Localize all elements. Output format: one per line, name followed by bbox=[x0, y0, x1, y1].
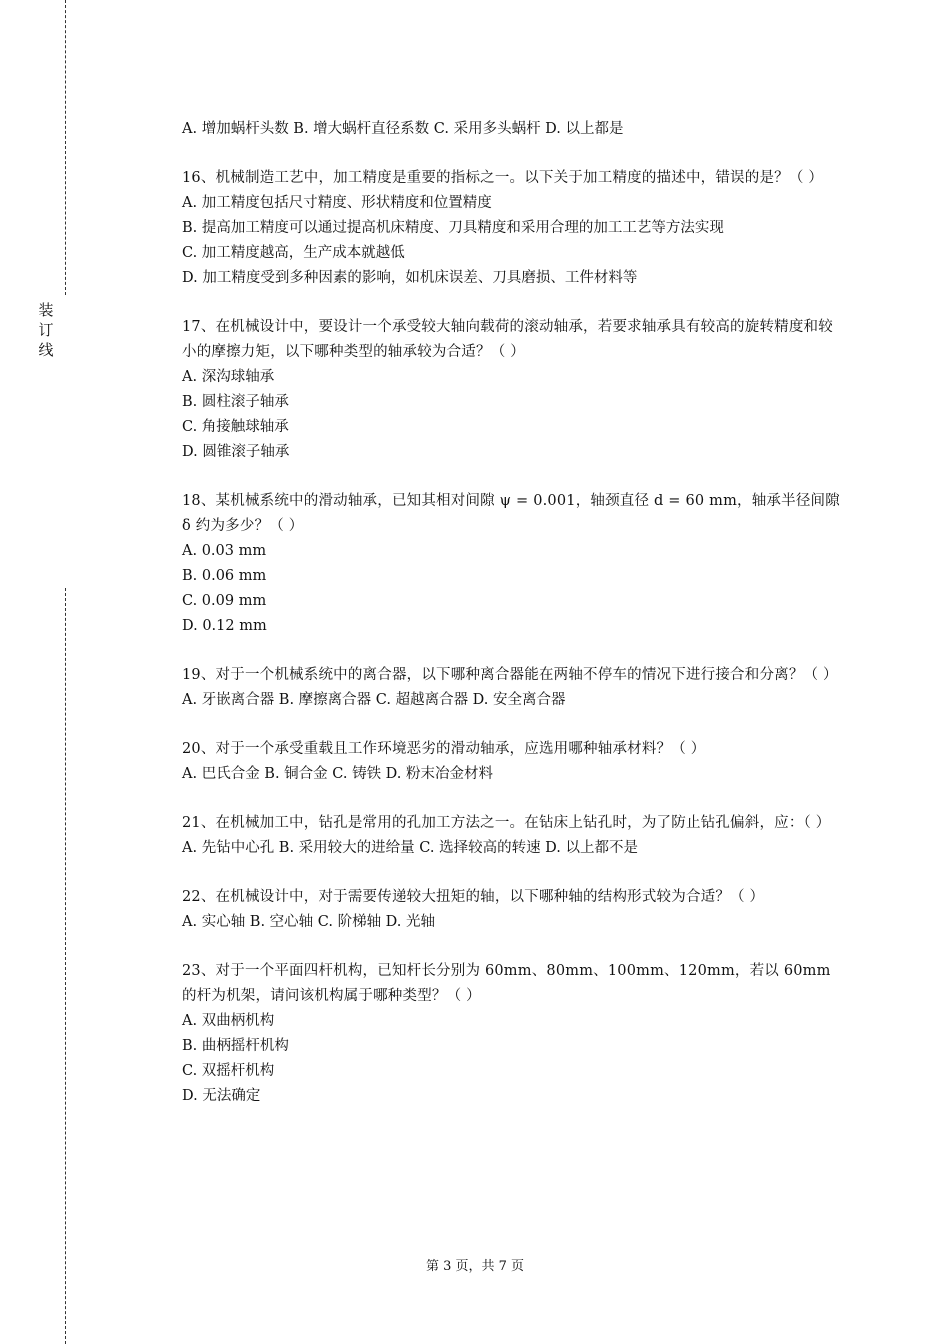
binding-char: 订 bbox=[38, 321, 54, 339]
question-text: 18、某机械系统中的滑动轴承，已知其相对间隙 ψ = 0.001，轴颈直径 d = 60 mm，轴承半径间隙 δ 约为多少？（ ） bbox=[182, 493, 840, 534]
question-22 bbox=[182, 885, 842, 935]
question-option: A. 牙嵌离合器 B. 摩擦离合器 C. 超越离合器 D. 安全离合器 bbox=[182, 692, 566, 708]
page-number: 第 3 页，共 7 页 bbox=[425, 1259, 525, 1274]
question-option: B. 提高加工精度可以通过提高机床精度、刀具精度和采用合理的加工工艺等方法实现 bbox=[182, 220, 724, 236]
question-18 bbox=[182, 489, 842, 639]
question-20 bbox=[182, 737, 842, 787]
question-17 bbox=[182, 315, 842, 465]
binding-char: 线 bbox=[38, 341, 54, 359]
question-option: A. 实心轴 B. 空心轴 C. 阶梯轴 D. 光轴 bbox=[182, 914, 436, 930]
binding-dashed-line-top bbox=[65, 0, 66, 295]
question-option: A. 先钻中心孔 B. 采用较大的进给量 C. 选择较高的转速 D. 以上都不是 bbox=[182, 840, 639, 856]
binding-line-label bbox=[36, 300, 56, 360]
question-text: 19、对于一个机械系统中的离合器，以下哪种离合器能在两轴不停车的情况下进行接合和分离？（ ） bbox=[182, 667, 838, 683]
question-option: B. 0.06 mm bbox=[182, 568, 267, 584]
binding-char: 装 bbox=[38, 301, 54, 319]
question-text: 21、在机械加工中，钻孔是常用的孔加工方法之一。在钻床上钻孔时，为了防止钻孔偏斜，应：（ ） bbox=[182, 815, 831, 831]
question-text: 20、对于一个承受重载且工作环境恶劣的滑动轴承，应选用哪种轴承材料？（ ） bbox=[182, 741, 706, 757]
question-option: D. 无法确定 bbox=[182, 1088, 261, 1104]
question-option: A. 增加蜗杆头数 B. 增大蜗杆直径系数 C. 采用多头蜗杆 D. 以上都是 bbox=[182, 121, 624, 137]
question-option: D. 加工精度受到多种因素的影响，如机床误差、刀具磨损、工件材料等 bbox=[182, 270, 638, 286]
exam-content bbox=[182, 117, 842, 1133]
question-option: A. 深沟球轴承 bbox=[182, 369, 275, 385]
question-15-tail bbox=[182, 117, 842, 142]
question-option: C. 角接触球轴承 bbox=[182, 419, 289, 435]
question-option: B. 圆柱滚子轴承 bbox=[182, 394, 289, 410]
question-text: 17、在机械设计中，要设计一个承受较大轴向载荷的滚动轴承，若要求轴承具有较高的旋转精度和较小的摩擦力矩，以下哪种类型的轴承较为合适？（ ） bbox=[182, 319, 833, 360]
question-option: A. 加工精度包括尺寸精度、形状精度和位置精度 bbox=[182, 195, 492, 211]
question-option: D. 0.12 mm bbox=[182, 618, 267, 634]
question-option: C. 加工精度越高，生产成本就越低 bbox=[182, 245, 405, 261]
question-option: D. 圆锥滚子轴承 bbox=[182, 444, 290, 460]
question-option: C. 双摇杆机构 bbox=[182, 1063, 275, 1079]
question-option: B. 曲柄摇杆机构 bbox=[182, 1038, 289, 1054]
question-option: A. 0.03 mm bbox=[182, 543, 267, 559]
question-21 bbox=[182, 811, 842, 861]
question-19 bbox=[182, 663, 842, 713]
question-option: A. 双曲柄机构 bbox=[182, 1013, 275, 1029]
question-23 bbox=[182, 959, 842, 1109]
question-text: 22、在机械设计中，对于需要传递较大扭矩的轴，以下哪种轴的结构形式较为合适？（ ） bbox=[182, 889, 765, 905]
question-option: C. 0.09 mm bbox=[182, 593, 267, 609]
binding-dashed-line-bottom bbox=[65, 588, 66, 1344]
question-option: A. 巴氏合金 B. 铜合金 C. 铸铁 D. 粉末冶金材料 bbox=[182, 766, 494, 782]
question-16 bbox=[182, 166, 842, 291]
question-text: 16、机械制造工艺中，加工精度是重要的指标之一。以下关于加工精度的描述中，错误的是？（ ） bbox=[182, 170, 824, 186]
question-text: 23、对于一个平面四杆机构，已知杆长分别为 60mm、80mm、100mm、120mm，若以 60mm 的杆为机架，请问该机构属于哪种类型？（ ） bbox=[182, 963, 831, 1004]
